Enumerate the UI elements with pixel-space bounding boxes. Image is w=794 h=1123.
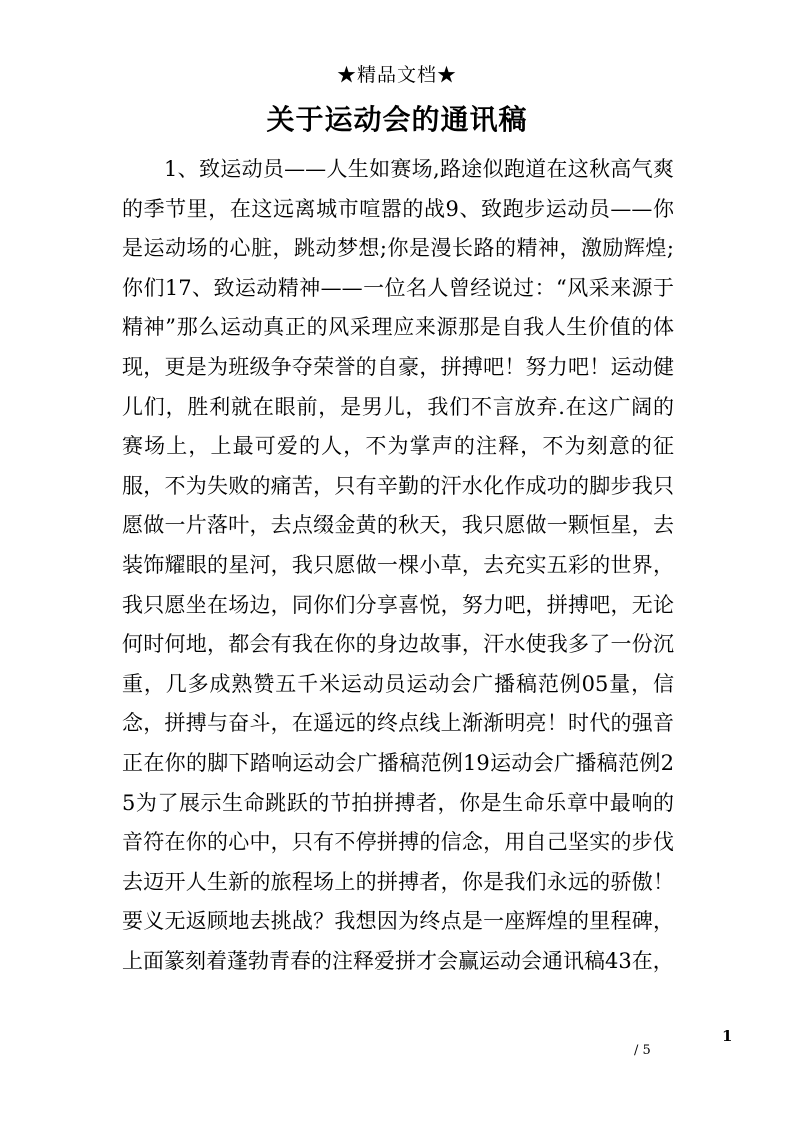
document-body: 1、致运动员——人生如赛场,路途似跑道在这秋高气爽的季节里，在这远离城市喧嚣的战9、致跑步运动员——你是运动场的心脏，跳动梦想;你是漫长路的精神，激励辉煌;你们17、致运动精神——一位名人曾经说过：“风采来源于精神”那么运动真正的风采理应来源那是自我人生价值的体现，更是为班级争夺荣誉的自豪，拼搏吧！努力吧！运动健儿们，胜利就在眼前，是男儿，我们不言放弃.在这广阔的赛场上，上最可爱的人，不为掌声的注释，不为刻意的征服，不为失败的痛苦，只有辛勤的汗水化作成功的脚步我只愿做一片落叶，去点缀金黄的秋天，我只愿做一颗恒星，去装饰耀眼的星河，我只愿做一棵小草，去充实五彩的世界，我只愿坐在场边，同你们分享喜悦，努力吧，拼搏吧，无论何时何地，都会有我在你的身边故事，汗水使我多了一份沉重，几多成熟赞五千米运动员运动会广播稿范例05量，信念，拼搏与奋斗，在遥远的终点线上渐渐明亮！时代的强音正在你的脚下踏响运动会广播稿范例19运动会广播稿范例25为了展示生命跳跃的节拍拼搏者，你是生命乐章中最响的音符在你的心中，只有不停拼搏的信念，用自己坚实的步伐去迈开人生新的旅程场上的拼搏者，你是我们永远的骄傲！要义无返顾地去挑战？我想因为终点是一座辉煌的里程碑，上面篆刻着蓬勃青春的注释爱拼才会赢运动会通讯稿43在， — [122, 157, 674, 973]
page-total: / 5 — [634, 1043, 651, 1058]
page-header-banner: ★精品文档★ — [336, 64, 457, 86]
page-number: 1 — [722, 1027, 733, 1045]
document-title: 关于运动会的通讯稿 — [266, 103, 528, 136]
